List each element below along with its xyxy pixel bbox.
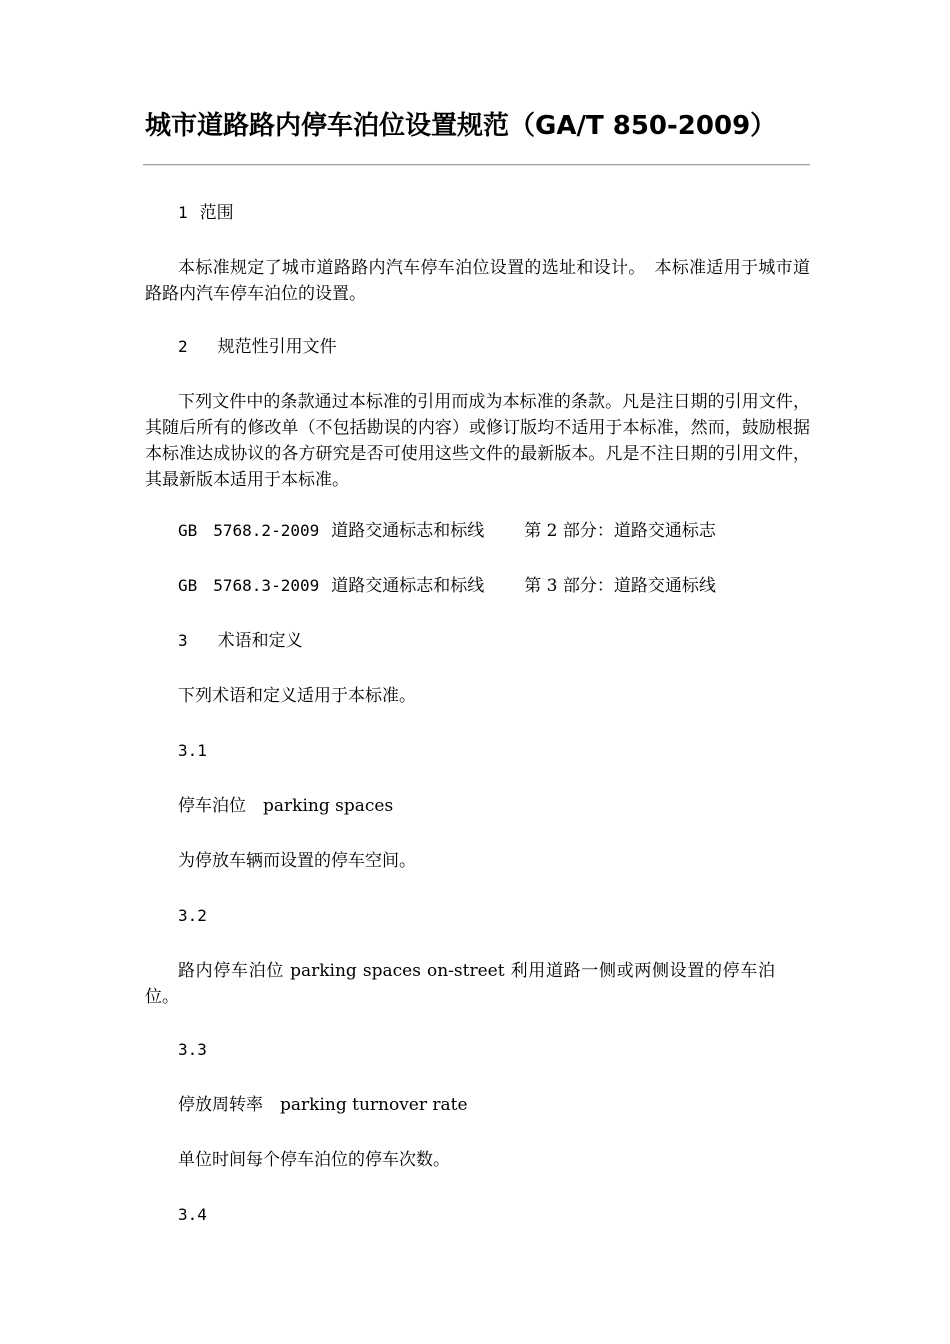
section-heading xyxy=(178,334,810,360)
term-number: 3.2 xyxy=(178,906,207,925)
reference-item xyxy=(178,573,810,599)
terms-intro: 下列术语和定义适用于本标准。 xyxy=(178,686,416,706)
reference-code: GB 5768.2-2009 xyxy=(178,521,320,540)
scope-paragraph: 本标准规定了城市道路路内汽车停车泊位设置的选址和设计。 本标准适用于城市道路路内汽车停车泊位的设置。 xyxy=(145,258,810,304)
reference-name: 道路交通标志和标线 xyxy=(331,576,485,596)
section-number: 2 xyxy=(178,337,188,356)
term-name: 停放周转率 parking turnover rate xyxy=(178,1095,468,1115)
references-intro-paragraph: 下列文件中的条款通过本标准的引用而成为本标准的条款。凡是注日期的引用文件，其随后所有的修改单（不包括勘误的内容）或修订版均不适用于本标准，然而，鼓励根据本标准达成协议的各方研究是否可使用这些文件的最新版本。凡是不注日期的引用文件，其最新版本适用于本标准。 xyxy=(145,392,810,490)
reference-item xyxy=(178,518,810,544)
section-title: 范围 xyxy=(199,203,234,223)
term-number: 3.4 xyxy=(178,1205,207,1224)
term-definition: 单位时间每个停车泊位的停车次数。 xyxy=(178,1150,450,1170)
reference-part: 第 3 部分：道路交通标线 xyxy=(524,576,716,596)
section-title: 规范性引用文件 xyxy=(217,337,337,357)
title-divider xyxy=(143,164,810,166)
reference-code: GB 5768.3-2009 xyxy=(178,576,320,595)
section-title: 术语和定义 xyxy=(217,631,303,651)
section-number: 1 xyxy=(178,203,188,222)
term-name: 停车泊位 parking spaces xyxy=(178,796,394,816)
term-with-definition: 路内停车泊位 parking spaces on-street 利用道路一侧或两侧设置的停车泊位。 xyxy=(145,961,775,1007)
document-title: 城市道路路内停车泊位设置规范（GA/T 850-2009） xyxy=(145,111,777,141)
reference-part: 第 2 部分：道路交通标志 xyxy=(524,521,716,541)
term-number: 3.3 xyxy=(178,1040,207,1059)
section-heading xyxy=(178,628,810,654)
term-definition: 为停放车辆而设置的停车空间。 xyxy=(178,851,416,871)
section-number: 3 xyxy=(178,631,188,650)
reference-name: 道路交通标志和标线 xyxy=(331,521,485,541)
section-heading xyxy=(178,200,810,226)
term-number: 3.1 xyxy=(178,741,207,760)
